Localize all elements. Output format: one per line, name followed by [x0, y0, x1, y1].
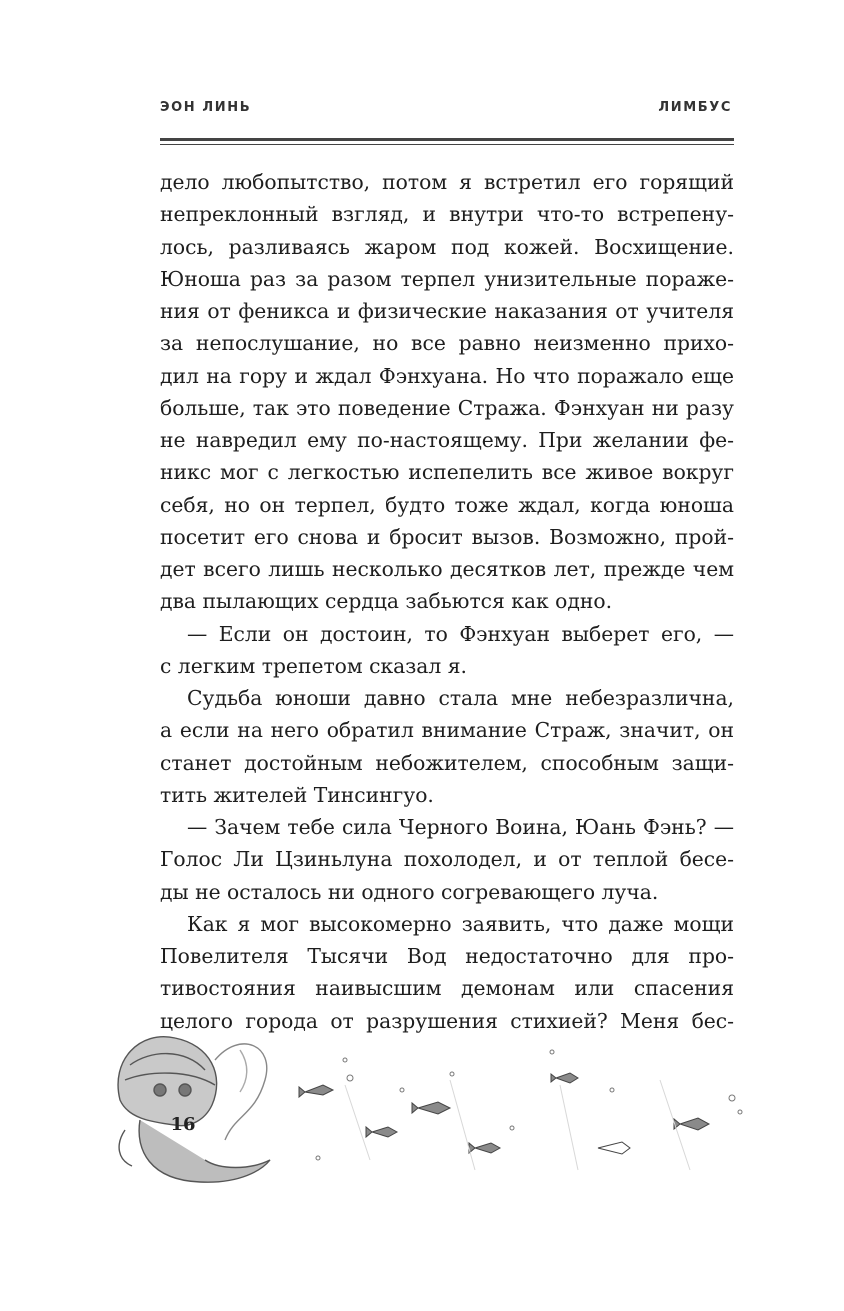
text-line: Повелителя Тысячи Вод недостаточно для про- — [160, 944, 734, 968]
text-line: лось, разливаясь жаром под кожей. Восхищение. — [160, 234, 734, 259]
text-line: — Зачем тебе сила Черного Воина, Юань Фэнь? — — [187, 815, 734, 839]
body-text — [160, 166, 734, 1037]
bubbles-illustration — [316, 1050, 742, 1160]
running-header-title: ЛИМБУС — [658, 100, 732, 115]
text-line: за непослушание, но все равно неизменно прихо- — [160, 331, 734, 356]
underwater-illustration — [0, 1020, 844, 1210]
text-line: а если на него обратил внимание Страж, значит, он — [160, 718, 734, 743]
text-line: больше, так это поведение Стража. Фэнхуан ни разу — [160, 395, 734, 420]
header-rule-thin — [160, 144, 734, 145]
text-line: ния от феникса и физические наказания от учителя — [160, 299, 734, 323]
text-line: Как я мог высокомерно заявить, что даже мощи — [187, 911, 734, 936]
text-line: два пылающих сердца забьются как одно. — [160, 589, 613, 614]
text-line: Юноша раз за разом терпел унизительные пораже- — [160, 266, 734, 291]
text-line: непреклонный взгляд, и внутри что-то встрепену- — [160, 202, 734, 227]
fish-school-illustration — [299, 1073, 709, 1154]
text-line: себя, но он терпел, будто тоже ждал, когда юноша — [160, 492, 734, 517]
running-header-author: ЭОН ЛИНЬ — [160, 100, 252, 115]
text-line: тивостояния наивысшим демонам или спасения — [160, 976, 734, 1001]
text-line: посетит его снова и бросит вызов. Возможно, прой- — [160, 524, 734, 549]
text-line: — Если он достоин, то Фэнхуан выберет его, — — [187, 621, 734, 646]
text-line: никс мог с легкостью испепелить все живое вокруг — [160, 460, 734, 485]
light-rays-illustration — [345, 1080, 690, 1170]
text-line: дил на гору и ждал Фэнхуана. Но что поражало еще — [160, 363, 734, 388]
text-line: Голос Ли Цзиньлуна похолодел, и от теплой бесе- — [160, 847, 734, 872]
text-line: с легким трепетом сказал я. — [160, 653, 467, 678]
text-line: станет достойным небожителем, способным защи- — [160, 750, 734, 775]
text-line: дело любопытство, потом я встретил его горящий — [160, 170, 734, 194]
page-number: 16 — [170, 1114, 196, 1135]
text-line: ды не осталось ни одного согревающего луча. — [160, 879, 659, 904]
text-line: дет всего лишь несколько десятков лет, прежде чем — [160, 557, 734, 581]
header-rule-thick — [160, 138, 734, 141]
text-line: тить жителей Тинсингуо. — [160, 782, 434, 807]
text-line: целого города от разрушения стихией? Меня бес- — [160, 1008, 734, 1033]
text-line: не навредил ему по-настоящему. При желании фе- — [160, 428, 734, 452]
text-line: Судьба юноши давно стала мне небезразлична, — [187, 686, 734, 710]
